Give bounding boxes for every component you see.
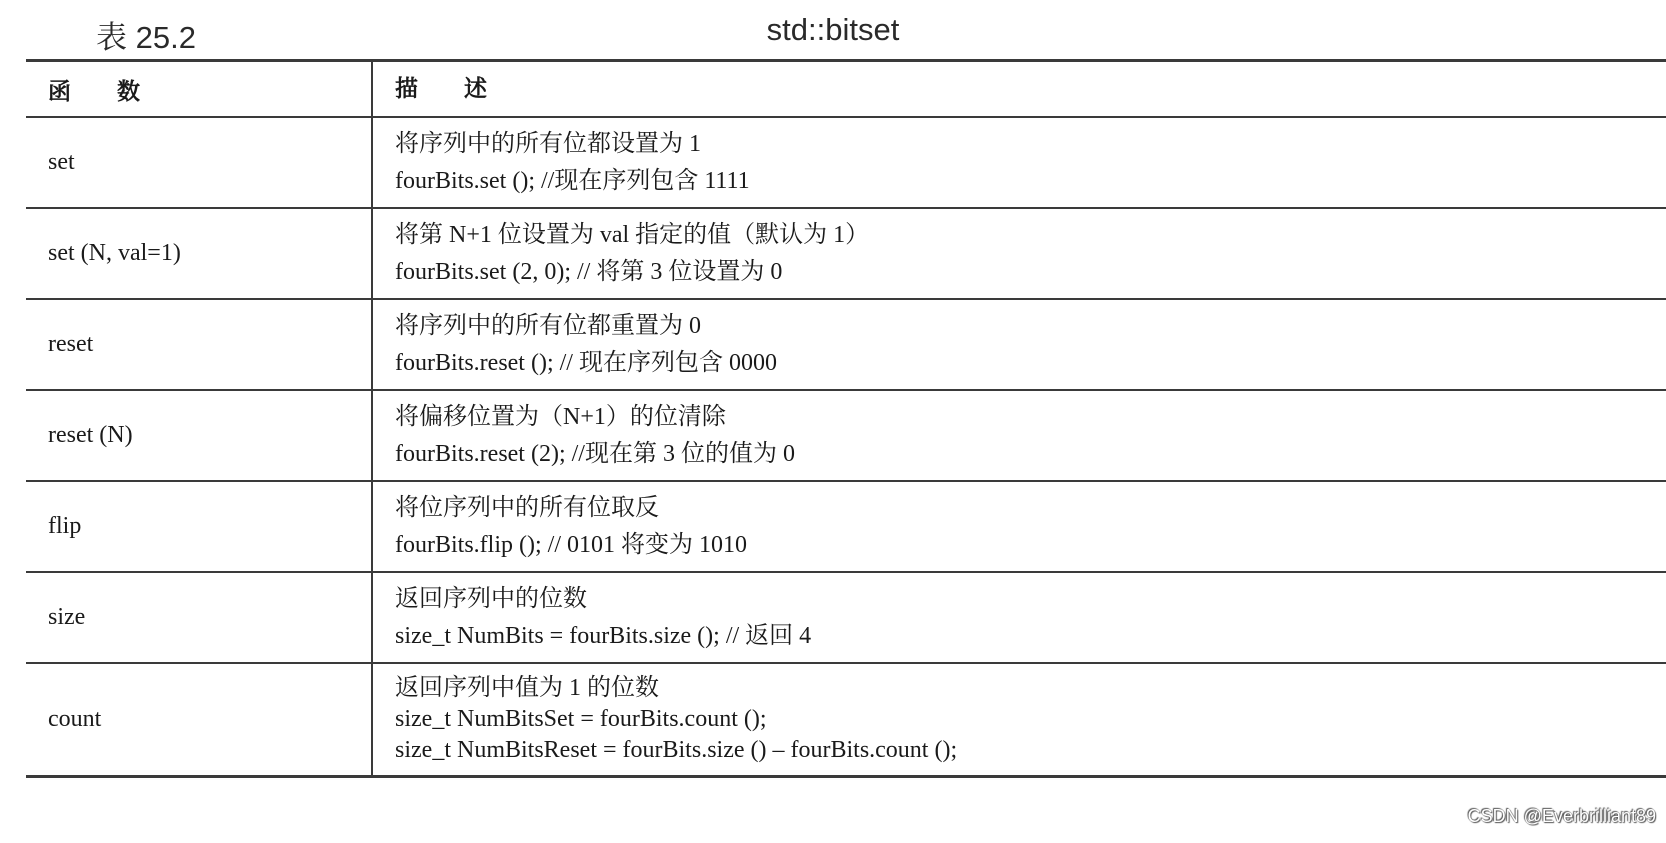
description-cell xyxy=(373,482,1666,571)
function-name-cell: size xyxy=(26,573,373,662)
description-line: 将第 N+1 位设置为 val 指定的值（默认为 1） xyxy=(395,221,870,248)
description-line: 返回序列中值为 1 的位数 xyxy=(395,675,659,701)
table-row xyxy=(26,482,1666,573)
code-example-line: fourBits.reset (); // 现在序列包含 0000 xyxy=(395,349,777,376)
description-cell xyxy=(373,664,1666,775)
description-line: 返回序列中的位数 xyxy=(395,585,587,612)
watermark: CSDN @Everbrilliant89 xyxy=(1467,806,1656,826)
description-line: 将偏移位置为（N+1）的位清除 xyxy=(395,403,726,430)
description-cell xyxy=(373,391,1666,480)
code-example-line: fourBits.set (); //现在序列包含 1111 xyxy=(395,167,750,194)
description-column-header xyxy=(373,62,1666,116)
description-header-char-1: 描 xyxy=(395,75,418,102)
bitset-functions-table xyxy=(26,59,1666,778)
table-row xyxy=(26,391,1666,482)
description-cell xyxy=(373,573,1666,662)
table-row xyxy=(26,664,1666,778)
function-header-char-2: 数 xyxy=(117,78,140,105)
code-example-line: fourBits.set (2, 0); // 将第 3 位设置为 0 xyxy=(395,258,783,285)
table-row xyxy=(26,209,1666,300)
function-column-header xyxy=(26,62,373,116)
table-title: std::bitset xyxy=(766,12,900,47)
table-row xyxy=(26,573,1666,664)
code-example-line: size_t NumBits = fourBits.size (); // 返回 4 xyxy=(395,622,812,649)
code-example-line: fourBits.flip (); // 0101 将变为 1010 xyxy=(395,531,747,558)
description-header-char-2: 述 xyxy=(464,75,487,102)
function-name-cell: reset (N) xyxy=(26,391,373,480)
description-cell xyxy=(373,300,1666,389)
function-name-cell: count xyxy=(26,664,373,775)
function-header-char-1: 函 xyxy=(48,78,71,105)
code-example-line: fourBits.reset (2); //现在第 3 位的值为 0 xyxy=(395,440,795,467)
description-line: 将位序列中的所有位取反 xyxy=(395,494,659,521)
function-name-cell: flip xyxy=(26,482,373,571)
table-row xyxy=(26,118,1666,209)
table-number-label: 表 25.2 xyxy=(96,20,196,55)
function-name-cell: set (N, val=1) xyxy=(26,209,373,298)
function-name-cell: reset xyxy=(26,300,373,389)
description-line: 将序列中的所有位都重置为 0 xyxy=(395,312,701,339)
description-cell xyxy=(373,118,1666,207)
table-row xyxy=(26,300,1666,391)
code-example-line: size_t NumBitsSet = fourBits.count (); xyxy=(395,706,767,732)
description-line: 将序列中的所有位都设置为 1 xyxy=(395,130,701,157)
description-cell xyxy=(373,209,1666,298)
function-name-cell: set xyxy=(26,118,373,207)
table-header-row xyxy=(26,62,1666,118)
code-example-line: size_t NumBitsReset = fourBits.size () – fourBits.count (); xyxy=(395,737,958,763)
